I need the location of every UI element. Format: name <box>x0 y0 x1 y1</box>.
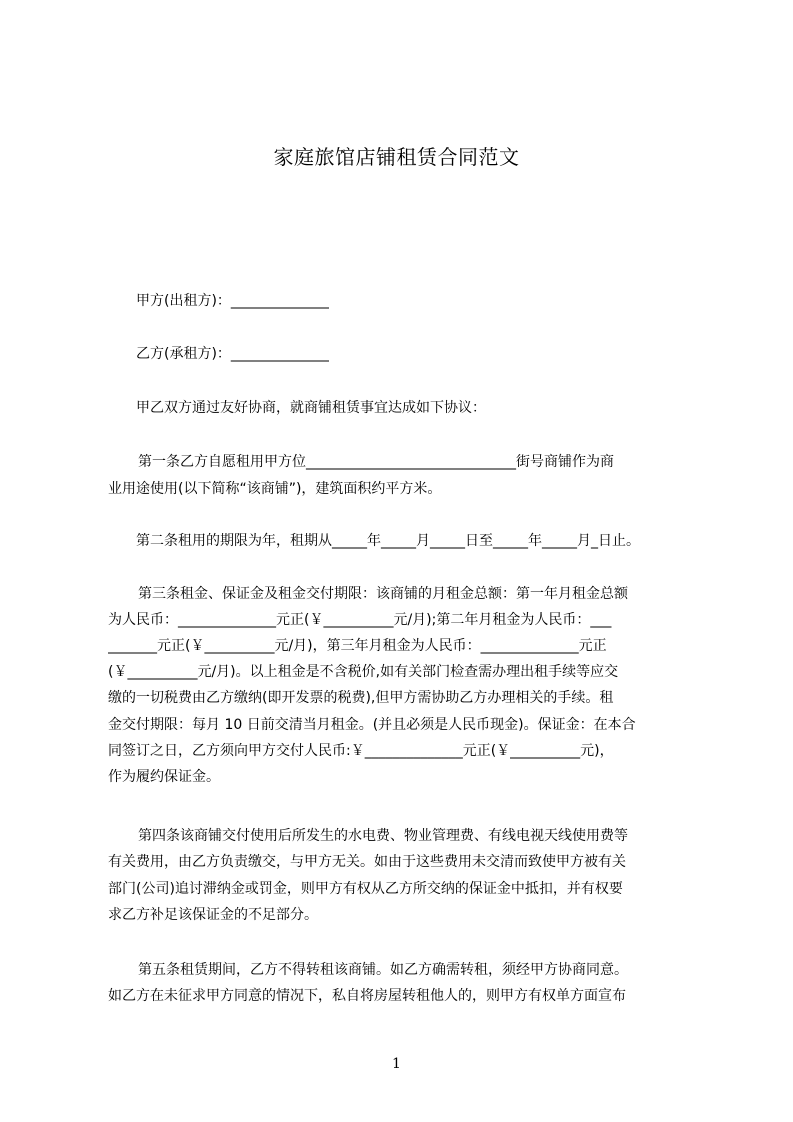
page-number: 1 <box>392 1056 401 1072</box>
agreement-intro: 甲乙双方通过友好协商，就商铺租赁事宜达成如下协议： <box>136 400 486 416</box>
party-b-line: 乙方(承租方)：______________ <box>136 346 329 362</box>
article-3-line-2: 为人民币：______________元正(￥__________元/月);第二年月租金为人民币：___ <box>108 612 612 628</box>
article-3-line-5: 缴的一切税费由乙方缴纳(即开发票的税费),但甲方需协助乙方办理相关的手续。租 <box>108 690 614 706</box>
party-a-line: 甲方(出租方)：______________ <box>136 293 329 309</box>
article-3-line-1: 第三条租金、保证金及租金交付期限：该商铺的月租金总额：第一年月租金总额 <box>138 586 628 602</box>
article-3-line-3: _______元正(￥__________元/月)，第三年月租金为人民币：______________元正 <box>108 638 607 654</box>
article-4-line-4: 求乙方补足该保证金的不足部分。 <box>108 907 318 923</box>
article-2-line-1: 第二条租用的期限为年，租期从_____年_____月_____日至_____年_____月_日止。 <box>136 533 640 549</box>
article-5-line-2: 如乙方在未征求甲方同意的情况下，私自将房屋转租他人的，则甲方有权单方面宣布 <box>108 988 626 1004</box>
article-3-line-4: (￥__________元/月)。以上租金是不含税价,如有关部门检查需办理出租手续等应交 <box>108 664 619 680</box>
article-3-line-8: 作为履约保证金。 <box>108 769 220 785</box>
article-4-line-2: 有关费用，由乙方负责缴交，与甲方无关。如由于这些费用未交清而致使甲方被有关 <box>108 854 626 870</box>
article-1-line-2: 业用途使用(以下简称“该商铺”)，建筑面积约平方米。 <box>108 481 442 497</box>
article-1-line-1: 第一条乙方自愿租用甲方位______________________________街号商铺作为商 <box>138 454 614 470</box>
article-3-line-7: 同签订之日，乙方须向甲方交付人民币:￥______________元正(￥__________元)， <box>108 743 614 759</box>
article-3-line-6: 金交付期限：每月 10 日前交清当月租金。(并且必须是人民币现金)。保证金：在本合 <box>108 717 636 733</box>
article-4-line-1: 第四条该商铺交付使用后所发生的水电费、物业管理费、有线电视天线使用费等 <box>138 828 628 844</box>
document-title: 家庭旅馆店铺租赁合同范文 <box>273 145 520 169</box>
article-5-line-1: 第五条租赁期间，乙方不得转租该商铺。如乙方确需转租，须经甲方协商同意。 <box>138 962 628 978</box>
article-4-line-3: 部门(公司)追讨滞纳金或罚金，则甲方有权从乙方所交纳的保证金中抵扣，并有权要 <box>108 881 623 897</box>
